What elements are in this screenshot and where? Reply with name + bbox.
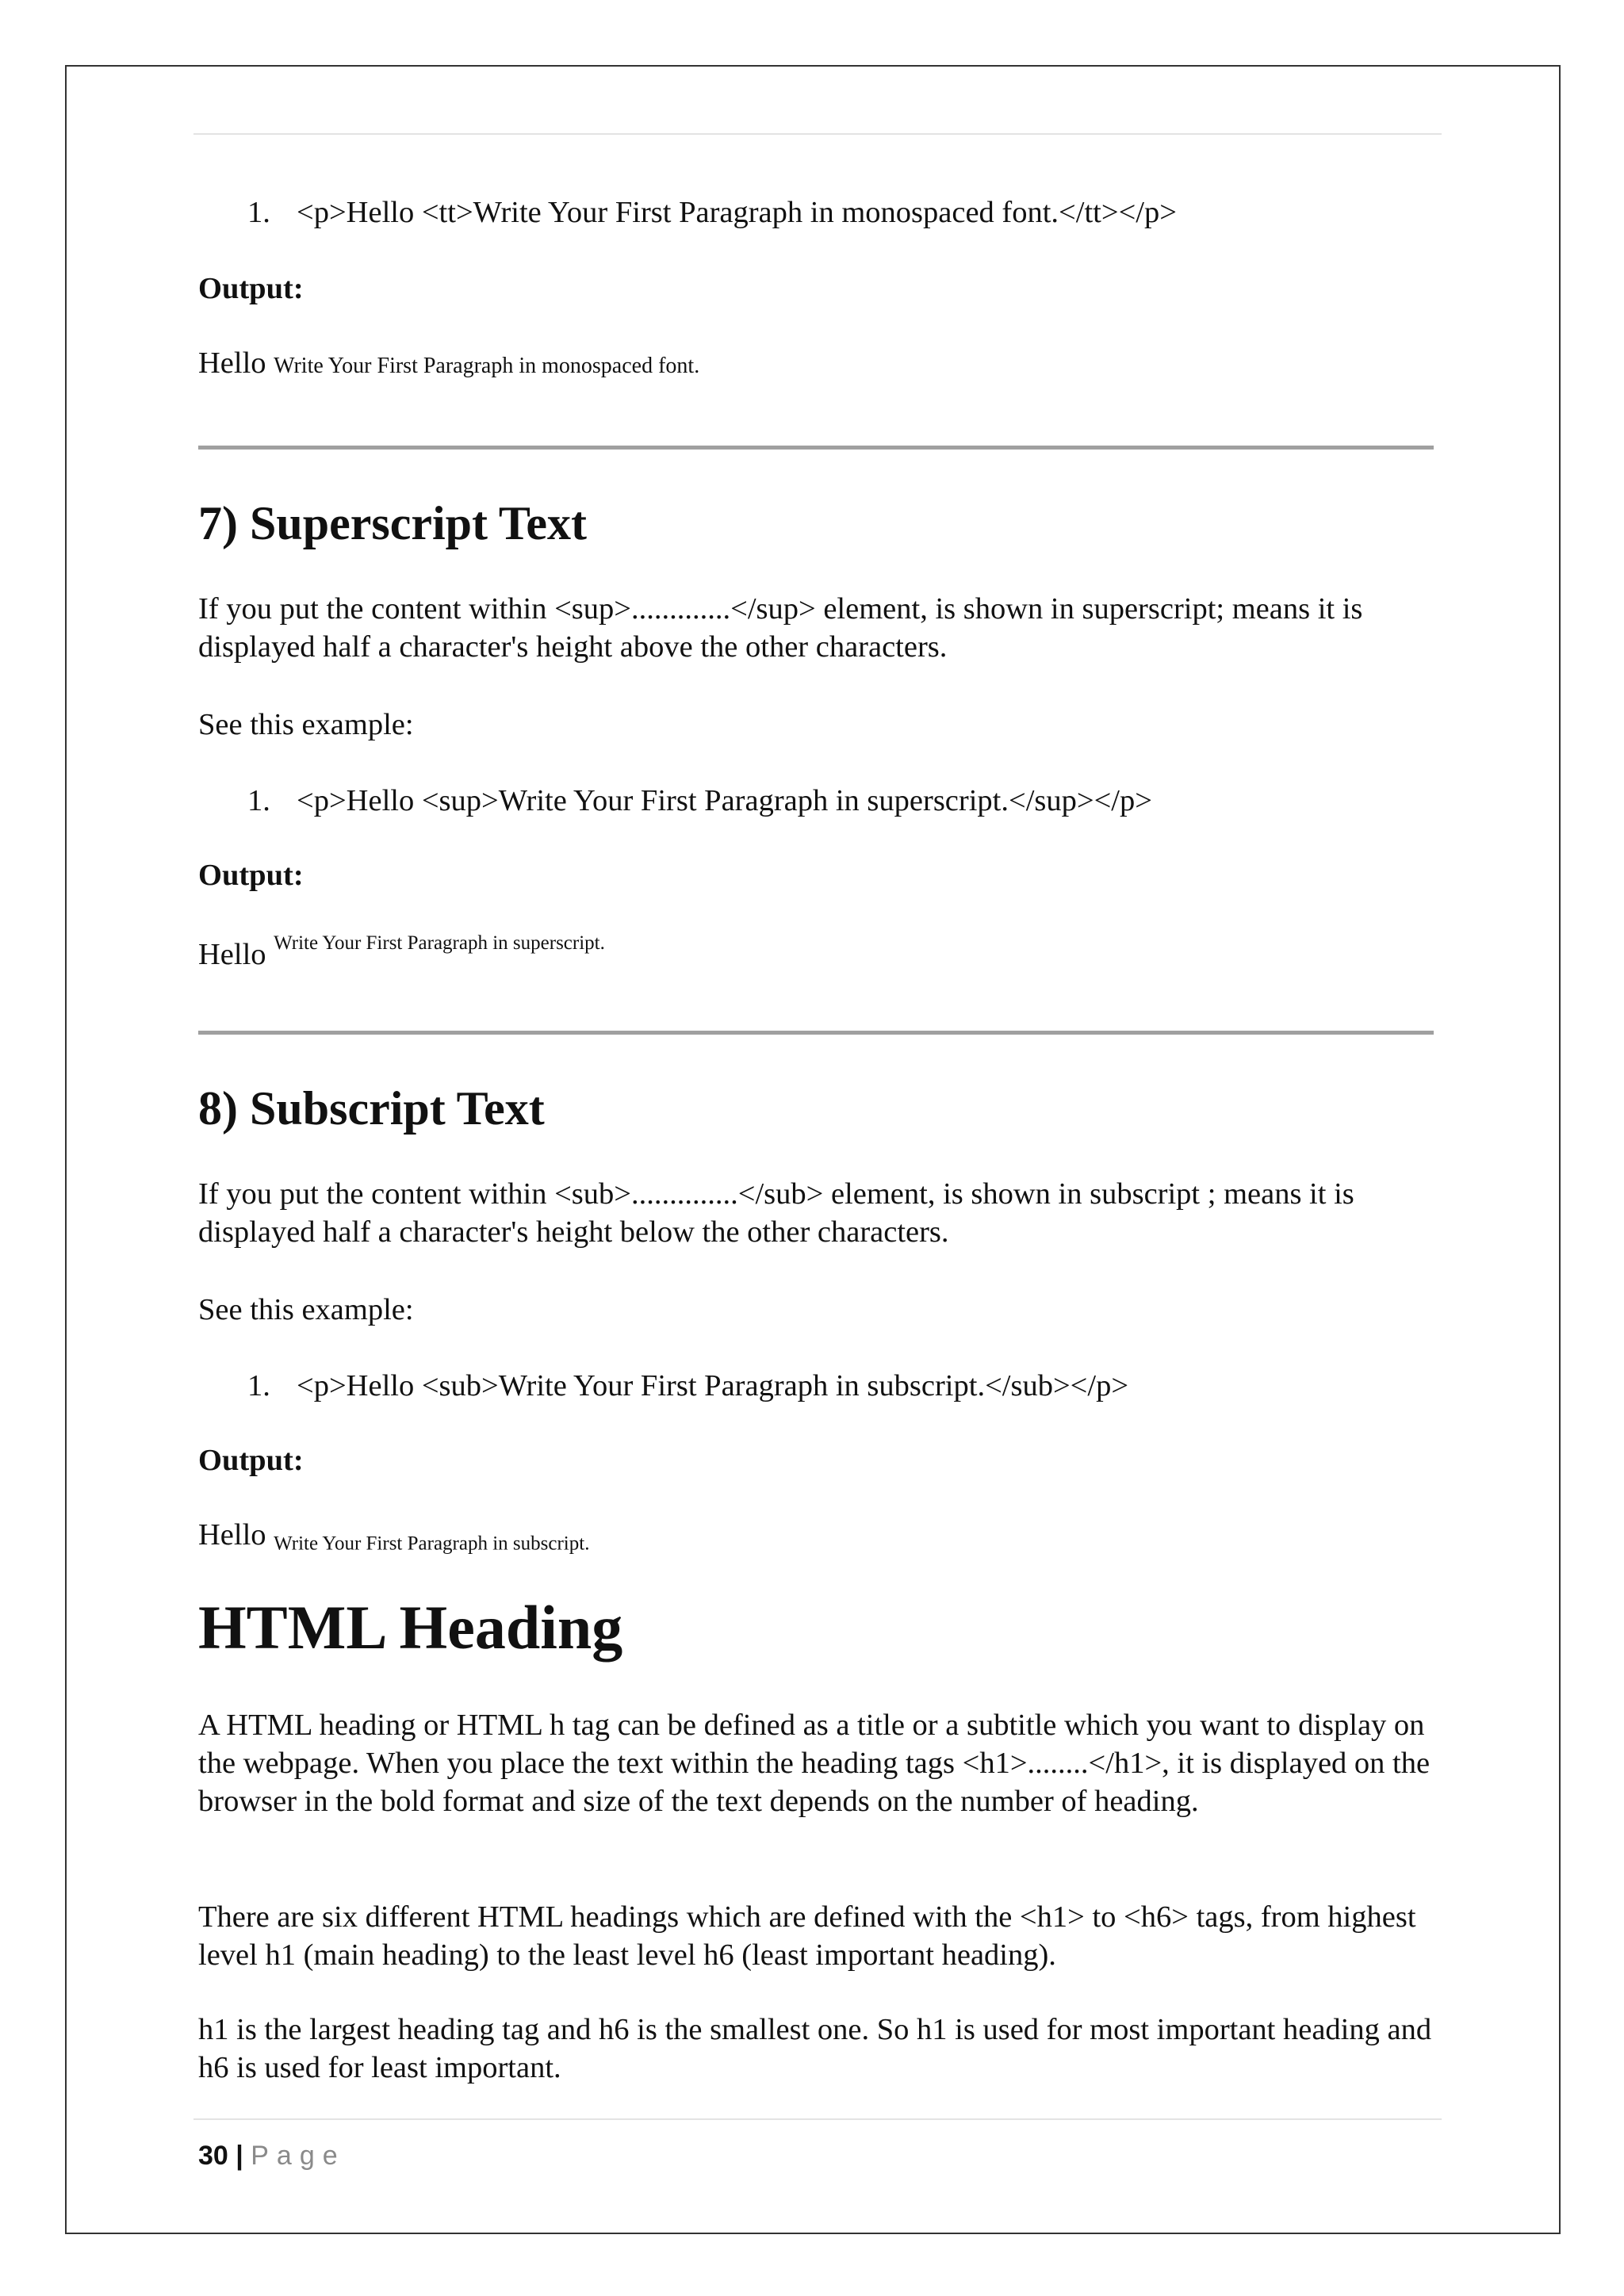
subscript-output bbox=[198, 1517, 589, 1555]
heading-paragraph-3: h1 is the largest heading tag and h6 is the smallest one. So h1 is used for most important heading and h6 is used for least important. bbox=[198, 2013, 1432, 2084]
heading-paragraph-2: There are six different HTML headings which are defined with the <h1> to <h6> tags, from highest level h1 (main heading) to the least level h6 (least important heading). bbox=[198, 1900, 1416, 1972]
subscript-see-example: See this example: bbox=[198, 1293, 414, 1326]
superscript-heading: 7) Superscript Text bbox=[198, 497, 588, 549]
superscript-example-code: <p>Hello <sup>Write Your First Paragraph in superscript.</sup></p> bbox=[297, 784, 1152, 817]
tt-example-code-line bbox=[247, 193, 1177, 232]
tt-output-text: Write Your First Paragraph in monospaced font. bbox=[274, 354, 700, 378]
page-footer bbox=[198, 2141, 346, 2172]
superscript-output bbox=[198, 932, 605, 972]
heading-paragraph-1: A HTML heading or HTML h tag can be defined as a title or a subtitle which you want to display on the webpage. When you place the text within the heading tags <h1>........</h1>, it is displayed on the browser in the bold format and size of the text depends on the number of heading. bbox=[198, 1709, 1431, 1818]
tt-output-label: Output: bbox=[198, 272, 304, 305]
superscript-example-code-line bbox=[247, 782, 1152, 820]
page-label: Page bbox=[251, 2141, 346, 2171]
list-number: 1. bbox=[247, 784, 270, 817]
superscript-output-text: Write Your First Paragraph in superscript. bbox=[274, 932, 605, 954]
tt-output-hello: Hello bbox=[198, 346, 266, 380]
header-divider bbox=[193, 133, 1442, 135]
footer-separator: | bbox=[236, 2141, 243, 2171]
list-number: 1. bbox=[247, 1369, 270, 1402]
superscript-see-example: See this example: bbox=[198, 708, 414, 741]
tt-output bbox=[198, 346, 699, 381]
subscript-output-text: Write Your First Paragraph in subscript. bbox=[274, 1533, 590, 1555]
subscript-description: If you put the content within <sub>..............</sub> element, is shown in subscript ; means it is displayed half a character's height below the other characters. bbox=[198, 1177, 1354, 1249]
subscript-output-hello: Hello bbox=[198, 1518, 266, 1552]
superscript-description: If you put the content within <sup>.............</sup> element, is shown in superscript; means it is displayed half a character's height above the other characters. bbox=[198, 592, 1363, 664]
subscript-heading: 8) Subscript Text bbox=[198, 1082, 545, 1135]
subscript-example-code-line bbox=[247, 1367, 1128, 1405]
section-divider bbox=[198, 1031, 1434, 1035]
tt-example-code: <p>Hello <tt>Write Your First Paragraph in monospaced font.</tt></p> bbox=[297, 196, 1177, 229]
section-divider bbox=[198, 446, 1434, 450]
superscript-output-label: Output: bbox=[198, 859, 304, 892]
subscript-output-label: Output: bbox=[198, 1444, 304, 1477]
subscript-example-code: <p>Hello <sub>Write Your First Paragraph in subscript.</sub></p> bbox=[297, 1369, 1129, 1402]
page-number: 30 bbox=[198, 2141, 228, 2171]
list-number: 1. bbox=[247, 196, 270, 229]
superscript-output-hello: Hello bbox=[198, 937, 266, 971]
footer-divider bbox=[193, 2118, 1442, 2120]
html-heading-title: HTML Heading bbox=[198, 1593, 623, 1662]
